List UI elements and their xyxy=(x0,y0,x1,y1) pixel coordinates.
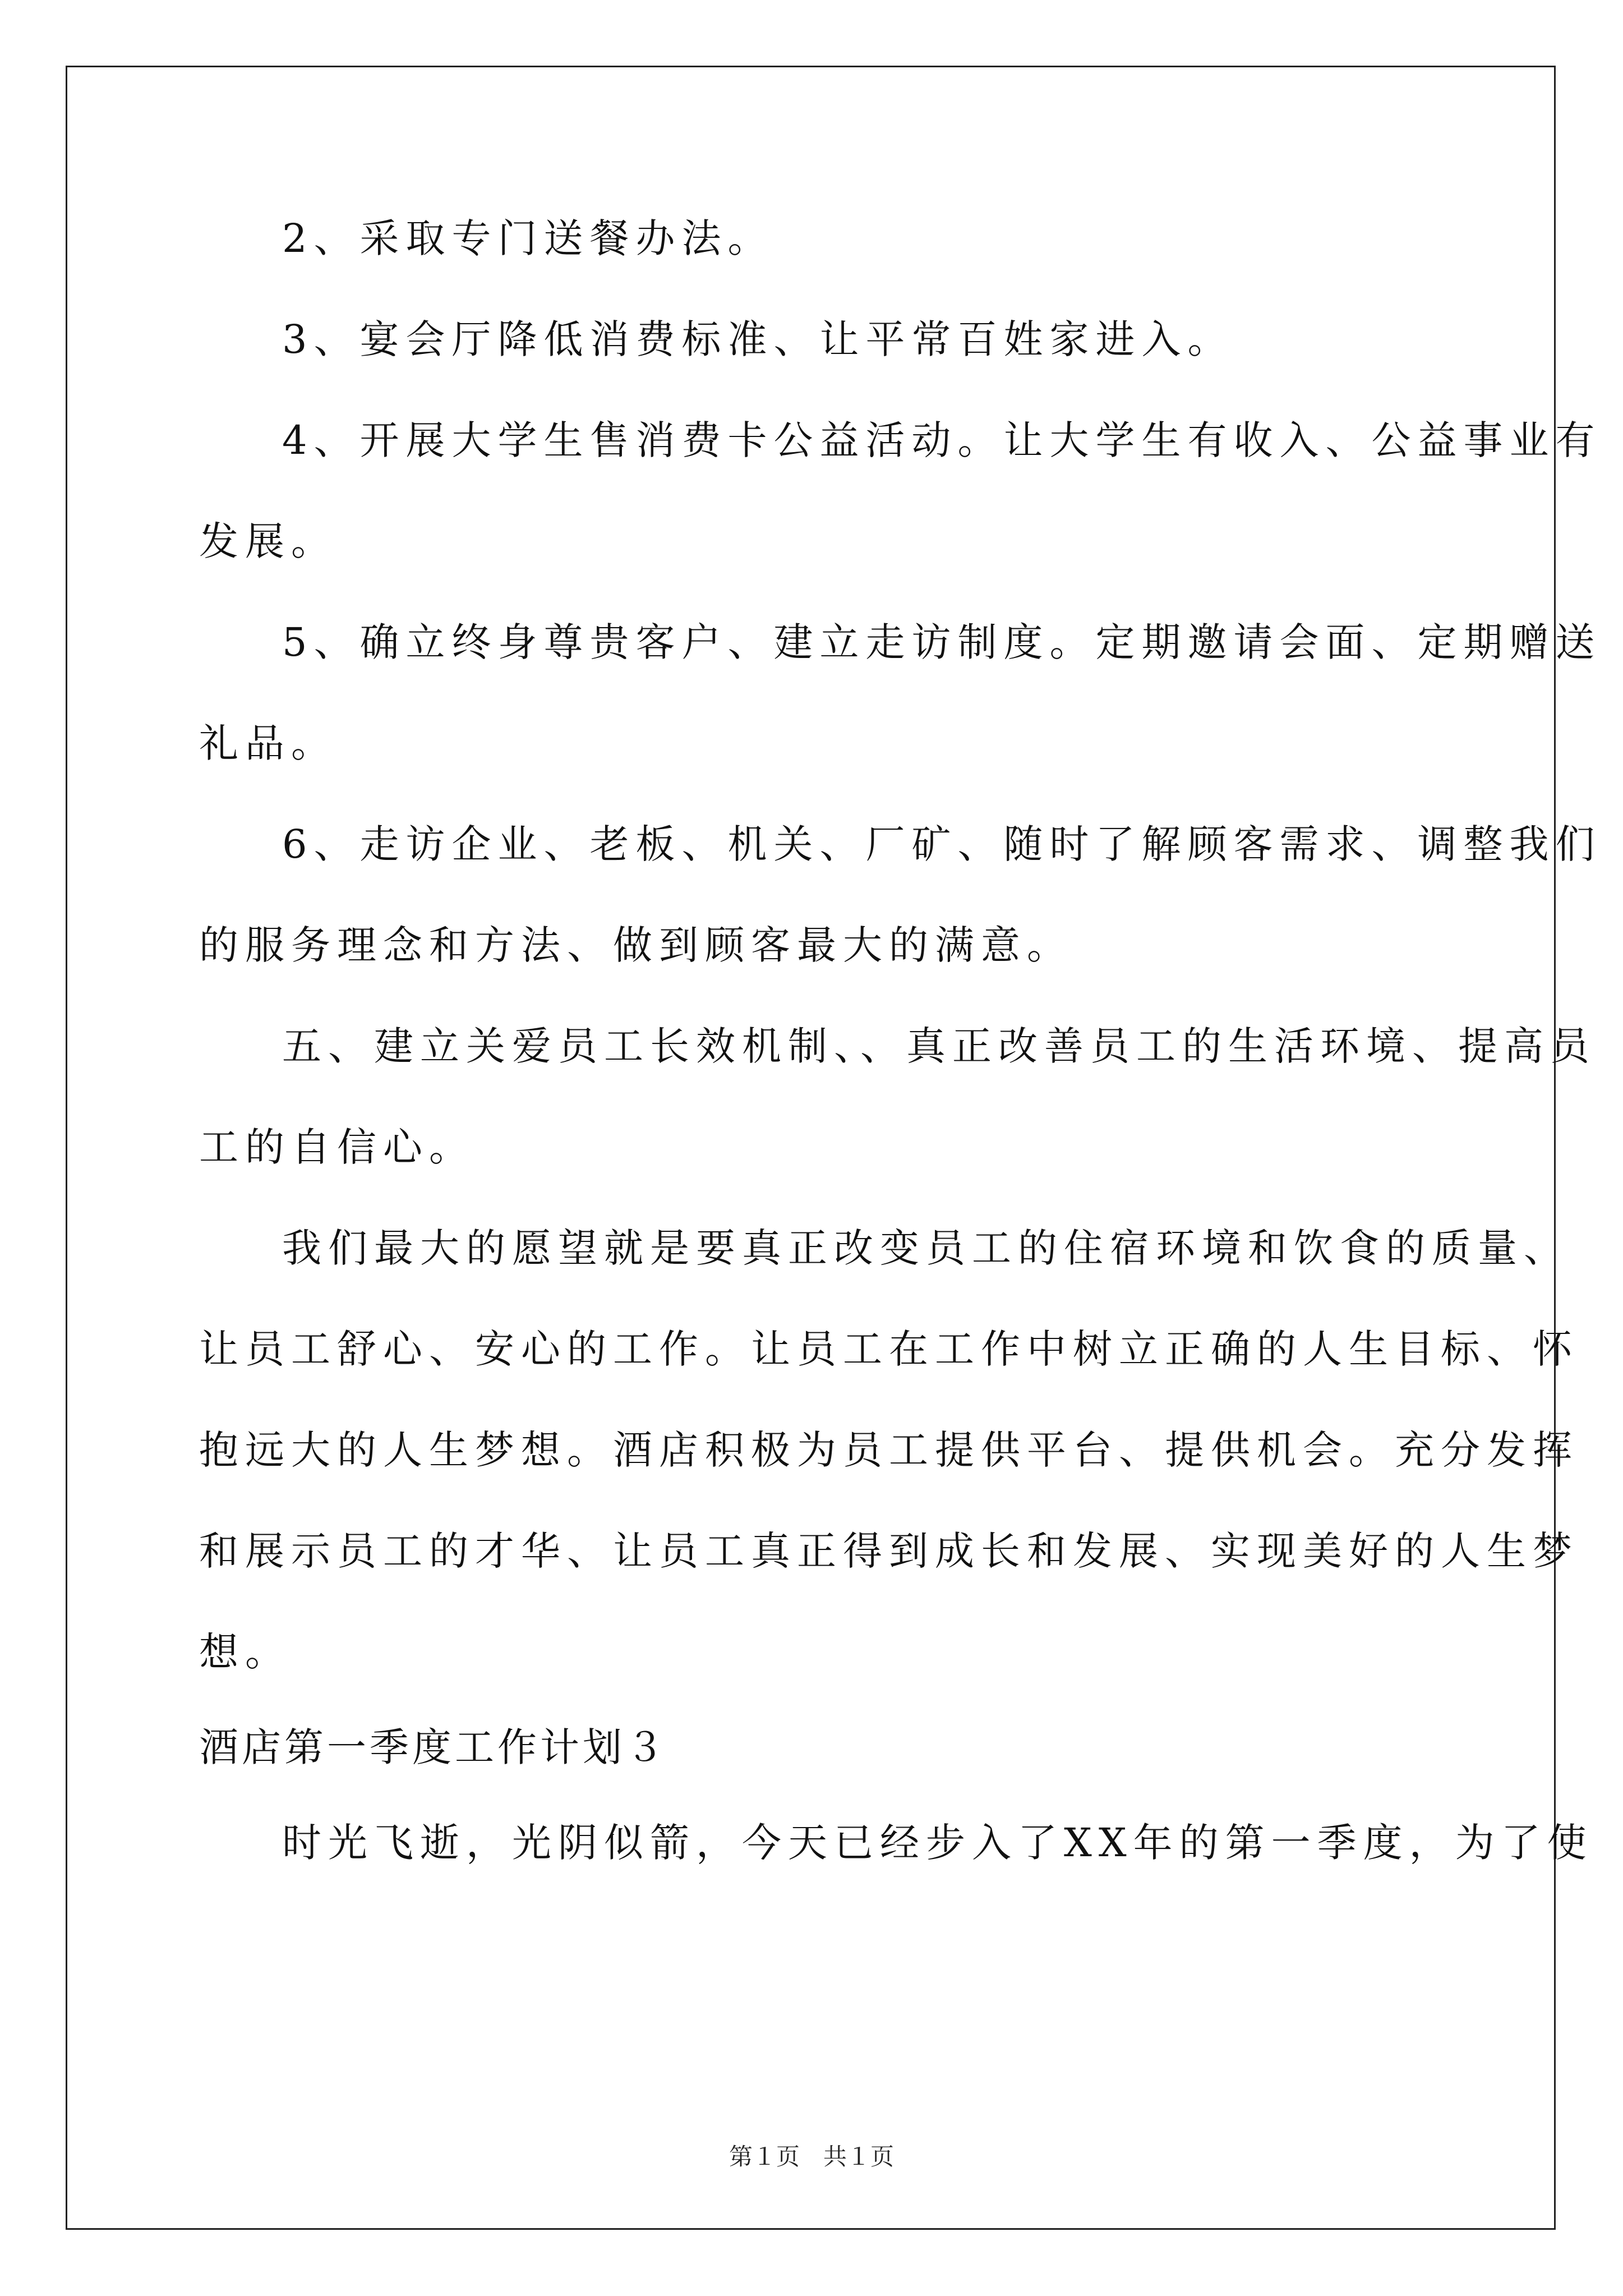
paragraph-line: 让员工舒心、安心的工作。让员工在工作中树立正确的人生目标、怀 xyxy=(199,1326,1579,1372)
paragraph-line: 2、采取专门送餐办法。 xyxy=(282,215,774,261)
paragraph-line: 发展。 xyxy=(199,518,337,564)
paragraph-line: 想。 xyxy=(199,1629,291,1675)
paragraph-line: 时光飞逝，光阴似箭，今天已经步入了XX年的第一季度，为了使 xyxy=(282,1820,1593,1866)
paragraph-line: 3、宴会厅降低消费标准、让平常百姓家进入。 xyxy=(282,316,1234,362)
paragraph-line: 6、走访企业、老板、机关、厂矿、随时了解顾客需求、调整我们 xyxy=(282,821,1602,867)
section-heading: 酒店第一季度工作计划３ xyxy=(199,1724,668,1770)
paragraph-line: 的服务理念和方法、做到顾客最大的满意。 xyxy=(199,922,1073,968)
paragraph-line: 和展示员工的才华、让员工真正得到成长和发展、实现美好的人生梦 xyxy=(199,1528,1579,1574)
paragraph-line: 5、确立终身尊贵客户、建立走访制度。定期邀请会面、定期赠送 xyxy=(282,619,1602,665)
paragraph-line: 4、开展大学生售消费卡公益活动。让大学生有收入、公益事业有 xyxy=(282,417,1602,463)
page-number-footer: 第１页 共１页 xyxy=(728,2145,894,2170)
paragraph-line: 礼品。 xyxy=(199,720,337,766)
paragraph-line: 五、建立关爱员工长效机制、、真正改善员工的生活环境、提高员 xyxy=(282,1023,1596,1069)
paragraph-line: 抱远大的人生梦想。酒店积极为员工提供平台、提供机会。充分发挥 xyxy=(199,1427,1579,1473)
paragraph-line: 工的自信心。 xyxy=(199,1124,475,1170)
paragraph-line: 我们最大的愿望就是要真正改变员工的住宿环境和饮食的质量、 xyxy=(282,1225,1570,1271)
